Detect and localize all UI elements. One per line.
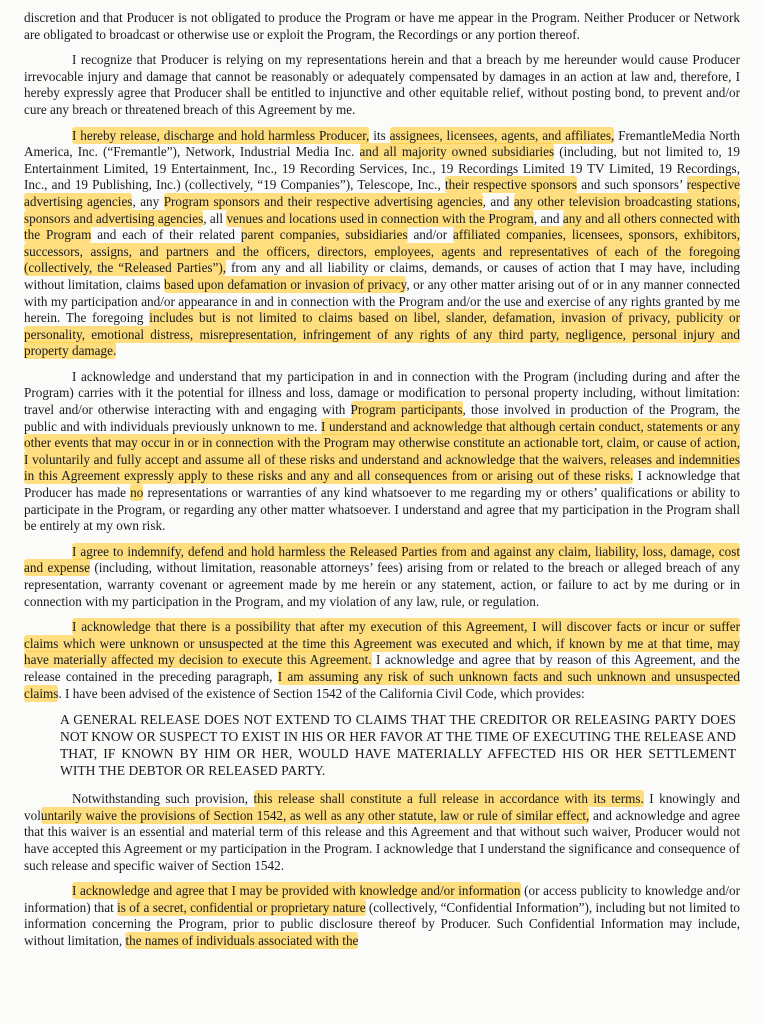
- text-segment: , those involved in production of the Program, the public and with individuals previously unknown to me.: [24, 402, 740, 434]
- highlighted-text: I hereby release, discharge and hold harmless Producer,: [72, 127, 370, 143]
- highlighted-text: I am assuming any risk of such unknown facts and such unknown and unsuspected claims: [24, 668, 740, 701]
- text-segment: (including, without limitation, reasonable attorneys’ fees) arising from or related to the breach or alleged breach of any representation, warranty covenant or agreement made by me herein or any statement, action, or failure to act by me during or in connection with my participation in the Program, and my violation of any law, rule, or regulation.: [24, 560, 741, 609]
- paragraph: [24, 128, 740, 360]
- text-segment: discretion and that Producer is not obligated to produce the Program or have me appear in the Program. Neither Producer or Network are obligated to broadcast or otherwise use or exploit the Program, the Recordings or any portion thereof.: [24, 10, 740, 42]
- text-segment: I acknowledge and understand that my participation in and in connection with the Program (including during and after the Program) carries with it the potential for illness and loss, damage or modification to personal property including, without limitation: travel and/or otherwise interacting with and engaging with: [24, 368, 740, 418]
- highlighted-text: I acknowledge that there is a possibility that after my execution of this Agreement, I will discover facts or incur or suffer claims which were unknown or unsuspected at the time this Agreement was executed and which, if known by me at that time, may have materially affected my decision to execute this Agreement.: [24, 619, 740, 668]
- text-segment: its: [369, 127, 390, 143]
- highlighted-text: based upon defamation or invasion of privacy: [163, 276, 407, 292]
- text-segment: and acknowledge and agree that this waiver is an essential and material term of this release and this Agreement and that without such waiver, Producer would not have accepted this Agreement or my participation in the Program. I acknowledge that I understand the significance and consequence of such release and specific waiver of Section 1542.: [24, 807, 740, 873]
- highlighted-text: includes but is not limited to claims based on libel, slander, defamation, invasion of privacy, publicity or personality, emotional distress, misrepresentation, infringement of any rights of any third party, negligence, personal injury and property damage.: [24, 310, 740, 359]
- highlighted-text: any and all others connected with the Program: [24, 210, 741, 243]
- text-segment: Notwithstanding such provision,: [72, 791, 254, 807]
- highlighted-text: this release shall constitute a full release in accordance with its terms.: [253, 791, 644, 807]
- text-segment: , all: [203, 210, 227, 226]
- highlighted-text: I agree to indemnify, defend and hold harmless the Released Parties from and against any claim, liability, loss, damage, cost and expense: [24, 543, 740, 576]
- text-segment: and such sponsors’: [577, 177, 687, 193]
- text-segment: (collectively, “Confidential Information”), including but not limited to information concerning the Program, prior to public disclosure thereof by Producer. Such Confidential Information may include, without limitation,: [24, 899, 740, 948]
- text-segment: , or any other matter arising out of or in any manner connected with my participation and/or appearance in and in connection with the Program and/or the use and exercise of any rights granted by me herein. The foregoing: [24, 276, 740, 326]
- text-segment: I acknowledge and agree that by reason of this Agreement, and the release contained in the preceding paragraph,: [24, 652, 740, 684]
- highlighted-text: and all majority owned subsidiaries: [359, 144, 555, 160]
- text-segment: I recognize that Producer is relying on my representations herein and that a breach by me hereunder would cause Producer irrevocable injury and damage that cannot be reasonably or adequately compensated by damages in an action at law and, therefore, I hereby expressly agree that Producer shall be entitled to injunctive and other equitable relief, without posting bond, to prevent and/or cure any breach or threatened breach of this Agreement by me.: [24, 52, 740, 117]
- paragraph: [24, 619, 740, 702]
- highlighted-text: venues and locations used in connection with the Program: [226, 210, 534, 226]
- highlighted-text: no: [130, 485, 144, 501]
- paragraph: [24, 544, 740, 610]
- text-segment: representations or warranties of any kind whatsoever to me regarding my or others’ qualifications or ability to participate in the Program, or regarding any other matter whatsoever. I understand and agree that my participation in the Program shall be entirely at my own risk.: [24, 485, 740, 534]
- text-segment: FremantleMedia North America, Inc. (“Fremantle”), Network, Industrial Media Inc.: [24, 127, 740, 160]
- quoted-statute-paragraph: [60, 711, 736, 779]
- text-segment: and/or: [407, 227, 454, 243]
- text-segment: I acknowledge that Producer has made: [24, 468, 740, 501]
- text-segment: (including, but not limited to, 19 Entertainment Limited, 19 Entertainment, Inc., 19 Recording Services, Inc., 19 Recordings Limited 19 TV Limited, 19 Recordings, Inc., and 19 Publishing, Inc.) (collectively, “19 Companies”), Telescope, Inc.,: [24, 144, 740, 193]
- text-segment: (or access publicity to knowledge and/or information) that: [24, 883, 740, 915]
- highlighted-text: affiliated companies, licensees, sponsors, exhibitors, successors, assigns, and partners and the officers, directors, employees, agents and representatives of each of the foregoing (collectively, the “Released Parties”),: [24, 227, 740, 276]
- paragraph: [24, 791, 740, 874]
- text-segment: I knowingly and vol: [24, 791, 740, 823]
- highlighted-text: I understand and acknowledge that although certain conduct, statements or any other events that may occur in or in connection with the Program may otherwise constitute an actionable tort, claim, or cause of action, I voluntarily and fully accept and assume all of these risks and understand and acknowledge that the waivers, releases and indemnities in this Agreement expressly apply to these risks and any and all consequences from or arising out of these risks.: [24, 418, 740, 484]
- highlighted-text: I acknowledge and agree that I may be provided with knowledge and/or information: [72, 883, 521, 899]
- highlighted-text: is of a secret, confidential or proprietary nature: [117, 899, 366, 915]
- paragraph: [24, 883, 740, 949]
- document-body: [24, 10, 740, 950]
- text-segment: from any and all liability or claims, demands, or causes of action that I may have, including without limitation, claims: [24, 260, 741, 292]
- text-segment: , any: [132, 193, 164, 209]
- text-segment: and each of their related: [91, 227, 241, 243]
- paragraph: [24, 369, 740, 535]
- highlighted-text: assignees, licensees, agents, and affiliates,: [389, 127, 615, 143]
- highlighted-text: parent companies, subsidiaries: [240, 227, 408, 243]
- paragraph: [24, 52, 740, 118]
- paragraph: [24, 10, 740, 43]
- highlighted-text: their respective sponsors: [444, 177, 578, 193]
- highlighted-text: any other television broadcasting stations, sponsors and advertising agencies: [24, 193, 740, 226]
- text-segment: , and: [533, 210, 563, 226]
- highlighted-text: untarily waive the provisions of Section 1542, as well as any other statute, law or rule of similar effect,: [40, 807, 590, 823]
- text-segment: . I have been advised of the existence of Section 1542 of the California Civil Code, which provides:: [58, 685, 585, 701]
- highlighted-text: the names of individuals associated with the: [125, 932, 359, 948]
- highlighted-text: respective advertising agencies: [24, 177, 741, 209]
- highlighted-text: Program participants: [350, 402, 463, 418]
- text-segment: , and: [482, 193, 514, 209]
- text-segment: A GENERAL RELEASE DOES NOT EXTEND TO CLAIMS THAT THE CREDITOR OR RELEASING PARTY DOES NOT KNOW OR SUSPECT TO EXIST IN HIS OR HER FAVOR AT THE TIME OF EXECUTING THE RELEASE AND THAT, IF KNOWN BY HIM OR HER, WOULD HAVE MATERIALLY AFFECTED HIS OR HER SETTLEMENT WITH THE DEBTOR OR RELEASED PARTY.: [60, 712, 736, 779]
- highlighted-text: Program sponsors and their respective advertising agencies: [163, 193, 483, 209]
